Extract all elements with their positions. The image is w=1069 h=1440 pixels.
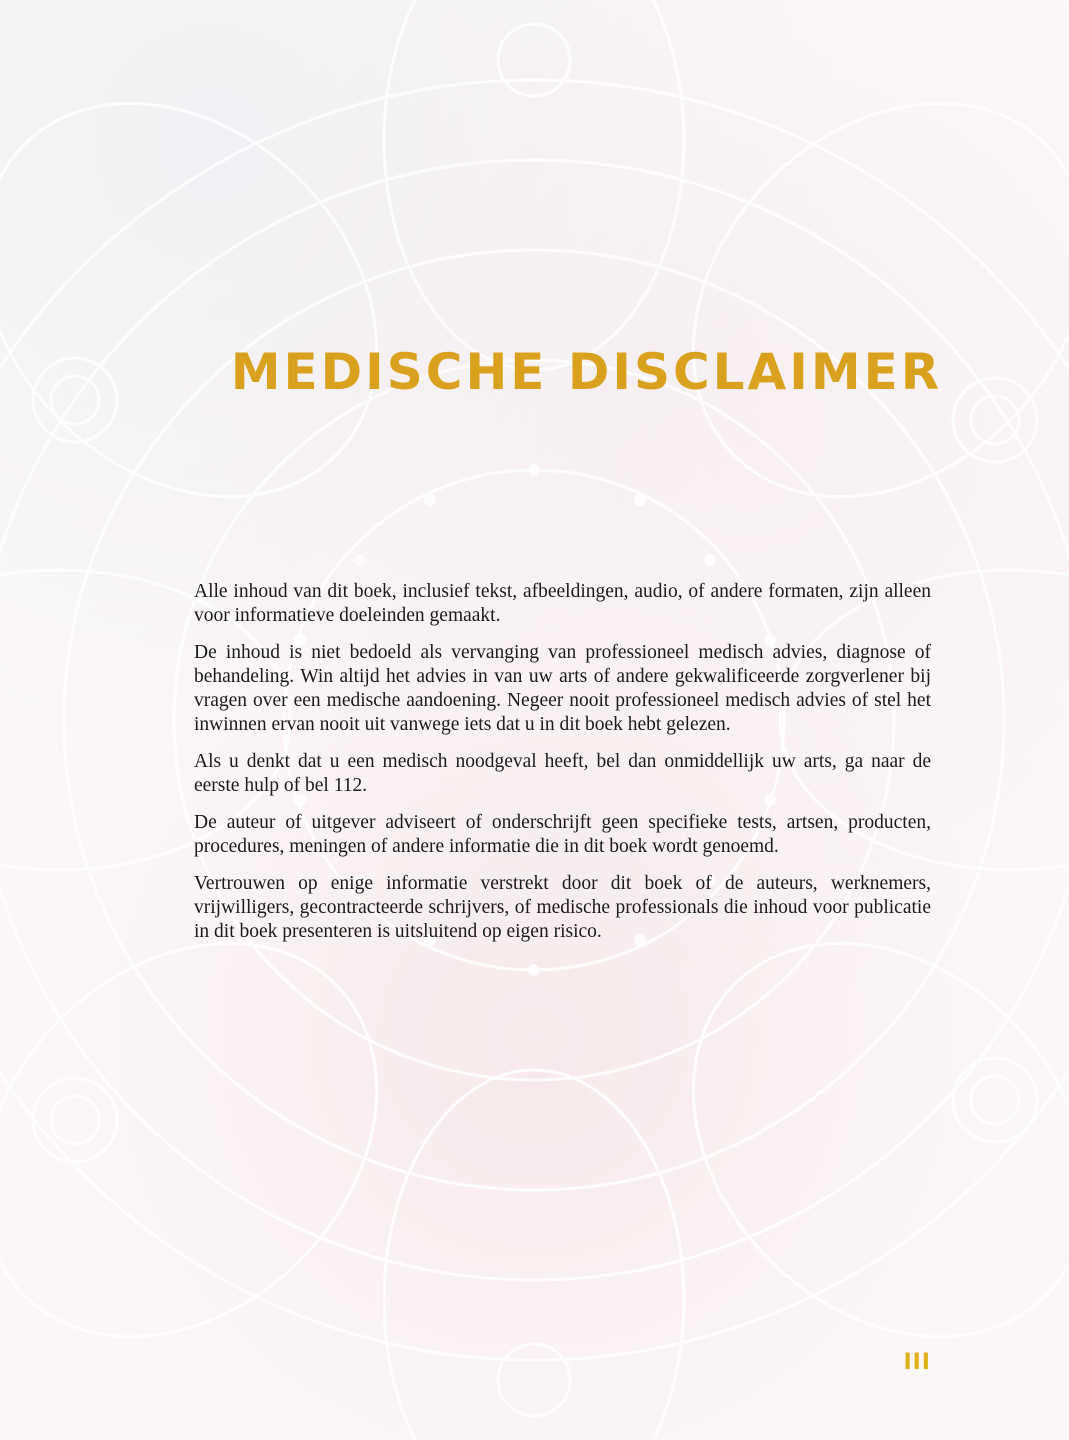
page-number: III [903,1350,931,1375]
disclaimer-body [194,580,931,957]
paragraph: De auteur of uitgever adviseert of onderschrijft geen specifieke tests, artsen, producten, procedures, meningen of andere informatie die in dit boek wordt genoemd. [194,812,931,857]
paragraph: Alle inhoud van dit boek, inclusief tekst, afbeeldingen, audio, of andere formaten, zijn alleen voor informatieve doeleinden gemaakt. [194,581,931,626]
page-title: MEDISCHE DISCLAIMER [230,343,943,401]
paragraph: Als u denkt dat u een medisch noodgeval heeft, bel dan onmiddellijk uw arts, ga naar de eerste hulp of bel 112. [194,751,931,796]
paragraph: De inhoud is niet bedoeld als vervanging van professioneel medisch advies, diagnose of behandeling. Win altijd het advies in van uw arts of andere gekwalificeerde zorgverlener bij vragen over een medische aandoening. Negeer nooit professioneel medisch advies of stel het inwinnen ervan nooit uit vanwege iets dat u in dit boek hebt gelezen. [194,642,931,735]
paragraph: Vertrouwen op enige informatie verstrekt door dit boek of de auteurs, werknemers, vrijwilligers, gecontracteerde schrijvers, of medische professionals die inhoud voor publicatie in dit boek presenteren is uitsluitend op eigen risico. [194,873,931,942]
